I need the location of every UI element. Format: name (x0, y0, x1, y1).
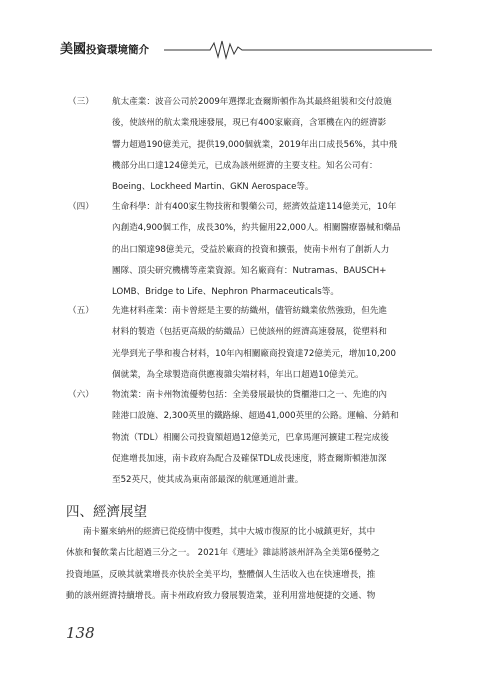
header-title-main: 美國 (60, 42, 87, 57)
item-line: 內創造4,900個工作，成長30%，約共僱用22,000人。相關醫療器械和藥品 (112, 223, 401, 234)
item-line: 至52英尺，使其成為東南部最深的航運通道計畫。 (112, 475, 304, 486)
item-line: 後，使該州的航太業飛速發展，現已有400家廠商，含軍機在內的經濟影 (112, 118, 387, 129)
item-line: 物流（TDL）相關公司投資額超過12億美元，巴拿馬運河擴建工程完成後 (112, 432, 389, 443)
item-line: 陸港口設施、2,300英里的鐵路線、超過41,000英里的公路。運輸、分銷和 (112, 411, 399, 422)
item-number: （六） (68, 390, 94, 400)
item-line: 團隊、頂尖研究機構等產業資源。知名廠商有：Nutramas、BAUSCH+ (112, 265, 387, 276)
item-line: 響力超過190億美元，提供19,000個就業，2019年出口成長56%，其中飛 (112, 139, 398, 150)
item-line: 物流業：南卡州物流優勢包括：全美發展最快的貨櫃港口之一、先進的內 (112, 390, 388, 400)
item-line: 光學到光子學和複合材料，10年內相關廠商投資達72億美元，增加10,200 (112, 348, 396, 359)
body-paragraph (66, 522, 426, 607)
item-line: 的出口額達98億美元，受益於廠商的投資和擴張，使南卡州有了創新人力 (112, 244, 390, 255)
item-line: 機部分出口達124億美元，已成為該州經濟的主要支柱。知名公司有： (112, 160, 378, 171)
item-line: 航太產業：波音公司於2009年選擇北查爾斯頓作為其最終組裝和交付設施 (112, 97, 392, 107)
item-line: Boeing、Lockheed Martin、GKN Aerospace等。 (112, 182, 314, 193)
item-number: （四） (68, 202, 94, 212)
running-header (60, 38, 432, 60)
paragraph-line: 動的該州經濟持續增長。南卡州政府致力發展製造業，並利用當地便捷的交通、物 (66, 590, 376, 601)
paragraph-line: 投資地區，反映其就業增長亦快於全美平均，整體個人生活收入也在快速增長，推 (66, 569, 376, 580)
item-number: （五） (68, 306, 94, 316)
item-line: 個就業，為全球製造商供應複雜尖端材料，年出口超過10億美元。 (112, 369, 364, 380)
item-line: LOMB、Bridge to Life、Nephron Pharmaceuticals等。 (112, 287, 339, 298)
item-line: 先進材料產業：南卡曾經是主要的紡織州，儘管紡織業依然強勁，但先進 (112, 306, 388, 316)
header-title (60, 38, 149, 57)
page-number: 138 (66, 624, 95, 642)
paragraph-line: 南卡羅來納州的經濟已從疫情中復甦，其中大城市復原的比小城鎮更好，其中 (83, 527, 376, 537)
item-line: 材料的製造（包括更高級的紡織品）已使該州的經濟高速發展，從塑料和 (112, 327, 388, 338)
item-line: 促進增長加速，南卡政府為配合及確保TDL成長速度，將查爾斯頓港加深 (112, 453, 387, 464)
item-line: 生命科學：計有400家生物技術和製藥公司，經濟效益達114億美元，10年 (112, 202, 397, 212)
header-title-sub: 投資環境簡介 (86, 44, 150, 56)
section-heading: 四、經濟展望 (66, 504, 147, 520)
paragraph-line: 休旅和餐飲業占比超過三分之一。 2021年《選址》雜誌將該州評為全美第6優勢之 (66, 548, 380, 559)
item-number: （三） (68, 97, 94, 107)
